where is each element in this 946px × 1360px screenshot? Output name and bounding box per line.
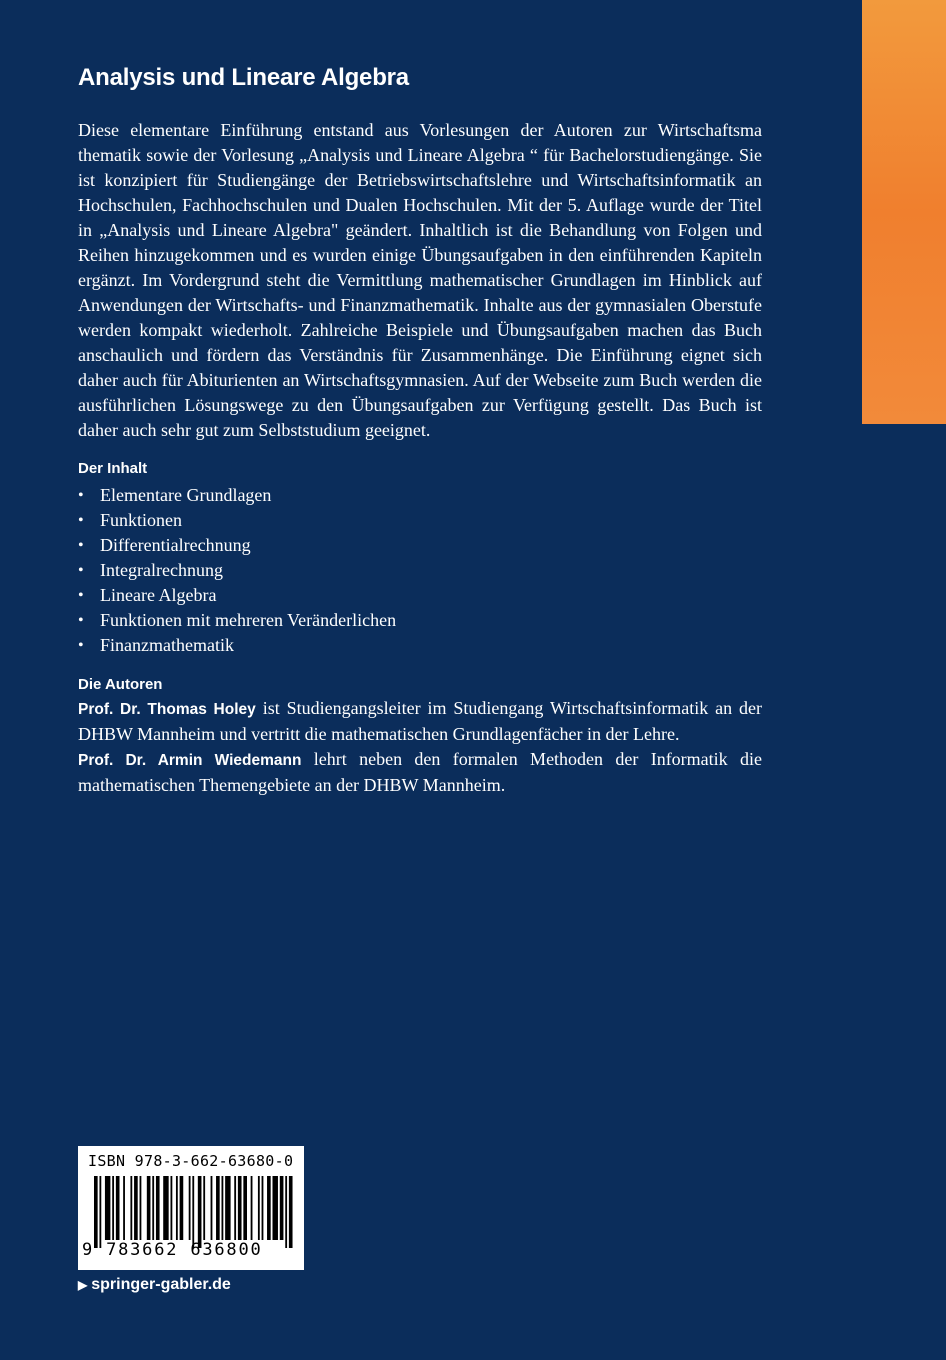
book-description: Diese elementare Einführung entstand aus Vorlesungen der Autoren zur Wirtschaftsma thematik sowie der Vorlesung „Analysis und Lineare Algebra “ für Bachelorstudiengänge. Sie ist konzipiert für Studiengänge der Betriebswirtschaftslehre und Wirtschaftsinformatik an Hochschulen, Fachhochschulen und Dualen Hochschulen. Mit der 5. Auflage wurde der Titel in „Analysis und Lineare Algebra" geändert. Inhaltlich ist die Behandlung von Folgen und Reihen hinzugekommen und es wurden einige Übungsaufgaben in den einführenden Kapiteln ergänzt. Im Vordergrund steht die Vermittlung mathematischer Grundlagen im Hinblick auf Anwendungen der Wirtschafts- und Finanzmathematik. Inhalte aus der gymnasialen Oberstufe werden kompakt wiederholt. Zahlreiche Beispiele und Übungsaufgaben machen das Buch anschaulich und fördern das Verständnis für Zusammenhänge. Die Einführung eignet sich daher auch für Abiturienten an Wirtschaftsgymnasien. Auf der Webseite zum Buch werden die ausführlichen Lösungswege zu den Übungsaufgaben zur Verfügung gestellt. Das Buch ist daher auch sehr gut zum Selbststudium geeignet. <box>78 120 762 440</box>
list-item <box>78 633 762 658</box>
list-item-label: Elementare Grundlagen <box>100 485 272 505</box>
publisher-website[interactable] <box>78 1276 231 1294</box>
website-url: springer-gabler.de <box>91 1276 231 1293</box>
author-name-wiedemann: Prof. Dr. Armin Wiedemann <box>78 752 302 769</box>
barcode-icon <box>94 1176 298 1248</box>
bullet-icon: • <box>78 487 84 504</box>
bullet-icon: • <box>78 537 84 554</box>
back-cover-content <box>78 62 762 798</box>
play-arrow-icon: ▶ <box>78 1278 88 1292</box>
orange-accent-strip <box>862 0 946 424</box>
author-bio-1 <box>78 696 762 747</box>
bullet-icon: • <box>78 637 84 654</box>
barcode-digits: 9 783662 636800 <box>82 1240 263 1260</box>
author-bio-2 <box>78 747 762 798</box>
author-name-holey: Prof. Dr. Thomas Holey <box>78 701 256 718</box>
list-item <box>78 608 762 633</box>
list-item <box>78 508 762 533</box>
bullet-icon: • <box>78 587 84 604</box>
list-item-label: Integralrechnung <box>100 560 223 580</box>
contents-heading: Der Inhalt <box>78 460 148 477</box>
list-item-label: Lineare Algebra <box>100 585 217 605</box>
isbn-label: ISBN 978-3-662-63680-0 <box>88 1152 294 1170</box>
authors-heading: Die Autoren <box>78 676 163 693</box>
list-item <box>78 483 762 508</box>
author-text-holey: ist Studiengangsleiter im Studiengang Wirtschaftsinformatik an der DHBW Mannheim und vertritt die mathematischen Grundlagenfächer in der Lehre. <box>78 698 762 744</box>
contents-list <box>78 483 762 658</box>
list-item-label: Differentialrechnung <box>100 535 251 555</box>
list-item <box>78 558 762 583</box>
book-title: Analysis und Lineare Algebra <box>78 64 409 91</box>
list-item <box>78 583 762 608</box>
list-item-label: Funktionen <box>100 510 183 530</box>
isbn-barcode-box <box>78 1146 304 1270</box>
list-item-label: Finanzmathematik <box>100 635 234 655</box>
list-item <box>78 533 762 558</box>
list-item-label: Funktionen mit mehreren Veränderlichen <box>100 610 397 630</box>
author-text-wiedemann: lehrt neben den formalen Methoden der Informatik die mathematischen Themengebiete an der DHBW Mannheim. <box>78 749 762 795</box>
bullet-icon: • <box>78 512 84 529</box>
bullet-icon: • <box>78 612 84 629</box>
bullet-icon: • <box>78 562 84 579</box>
